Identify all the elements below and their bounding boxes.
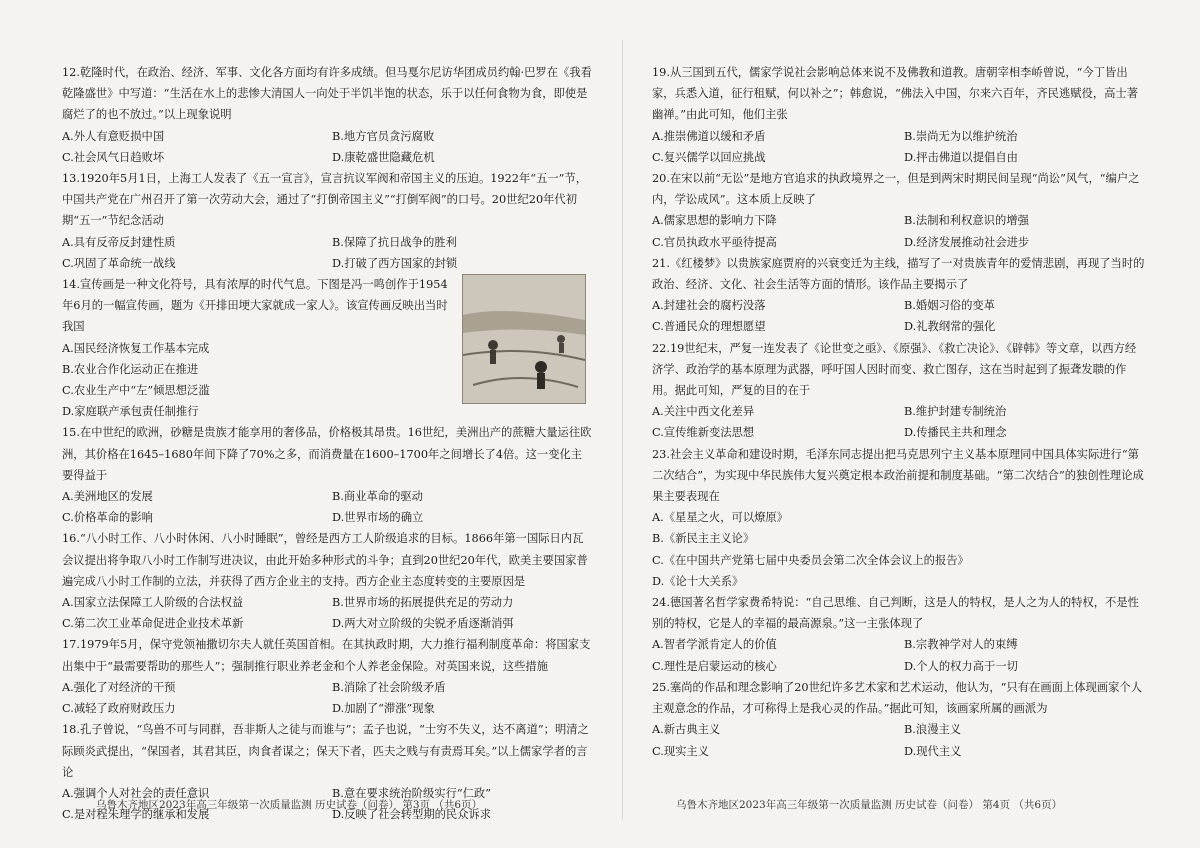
question-20 <box>652 168 1146 253</box>
question-12 <box>62 62 592 168</box>
option-b: B.保障了抗日战争的胜利 <box>332 235 457 249</box>
option-d: D.经济发展推动社会进步 <box>904 235 1030 249</box>
option-a: A.智者学派肯定人的价值 <box>652 638 777 652</box>
option-c: C.普通民众的理想愿望 <box>652 320 766 334</box>
option-b: B.世界市场的拓展提供充足的劳动力 <box>332 596 514 610</box>
question-stem: 24.德国著名哲学家费希特说：“自己思维、自己判断，这是人的特权，是人之为人的特权，不是性别的特权，它是人的幸福的最高源泉。”这一主张体现了 <box>652 596 1139 631</box>
option-a: A.关注中西文化差异 <box>652 405 755 419</box>
option-d: D.传播民主共和理念 <box>904 426 1007 440</box>
option-c: C.现实主义 <box>652 744 710 758</box>
option-a: A.国家立法保障工人阶级的合法权益 <box>62 596 244 610</box>
option-b: B.法制和利权意识的增强 <box>904 214 1029 228</box>
question-stem: 19.从三国到五代，儒家学说社会影响总体来说不及佛教和道教。唐朝宰相李峤曾说，“今丁皆出家，兵悉入道，征行租赋，何以补之”；韩愈说，“佛法入中国，尔来六百年，齐民逃赋役，高士著幽禅。”由此可知，他们主张 <box>652 66 1139 122</box>
option-c: C.《在中国共产党第七届中央委员会第二次全体会议上的报告》 <box>652 553 969 567</box>
question-stem: 14.宣传画是一种文化符号，具有浓厚的时代气息。下图是冯一鸣创作于1954年6月的一幅宣传画，题为《开排田埂大家就成一家人》。该宣传画反映出当时我国 <box>62 278 448 334</box>
option-c: C.巩固了革命统一战线 <box>62 256 176 270</box>
question-24 <box>652 592 1146 677</box>
option-b: B.农业合作化运动正在推进 <box>62 362 199 376</box>
page-divider <box>622 40 623 820</box>
question-22 <box>652 338 1146 444</box>
question-13 <box>62 168 592 274</box>
option-a: A.《星星之火，可以燎原》 <box>652 511 789 525</box>
question-17 <box>62 634 592 719</box>
option-a: A.外人有意贬损中国 <box>62 129 165 143</box>
option-a: A.具有反帝反封建性质 <box>62 235 176 249</box>
option-c: C.官员执政水平亟待提高 <box>652 235 777 249</box>
option-c: C.社会风气日趋败坏 <box>62 150 165 164</box>
page-footer-left: 乌鲁木齐地区2023年高三年级第一次质量监测 历史试卷（问卷） 第3页 （共6页） <box>96 799 483 811</box>
option-a: A.新古典主义 <box>652 723 721 737</box>
option-d: D.世界市场的确立 <box>332 511 424 525</box>
option-d: D.打破了西方国家的封锁 <box>332 256 458 270</box>
option-b: B.崇尚无为以维护统治 <box>904 129 1018 143</box>
question-stem: 18.孔子曾说，“鸟兽不可与同群，吾非斯人之徒与而谁与”；孟子也说，“士穷不失义，达不离道”；明清之际顾炎武提出，“保国者，其君其臣，肉食者谋之；保天下者，匹夫之贱与有责焉耳矣。”以上儒家学者的言论 <box>62 723 589 779</box>
option-a: A.儒家思想的影响力下降 <box>652 214 777 228</box>
option-d: D.加剧了“滞涨”现象 <box>332 702 435 716</box>
page-3 <box>62 62 592 825</box>
question-stem: 23.社会主义革命和建设时期，毛泽东同志提出把马克思列宁主义基本原理同中国具体实际进行“第二次结合”，为实现中华民族伟大复兴奠定根本政治前提和制度基础。“第二次结合”的独创性理论成果主要表现在 <box>652 447 1144 504</box>
option-b: B.宗教神学对人的束缚 <box>904 638 1018 652</box>
option-c: C.是对程朱理学的继承和发展 <box>62 808 210 822</box>
question-stem: 20.在宋以前“无讼”是地方官追求的执政境界之一，但是到两宋时期民间呈现“尚讼”风气，“编户之内，学讼成风”。这本质上反映了 <box>652 172 1140 207</box>
page-4 <box>652 62 1146 762</box>
option-d: D.礼教纲常的强化 <box>904 320 996 334</box>
option-c: C.农业生产中“左”倾思想泛滥 <box>62 384 210 398</box>
option-c: C.第二次工业革命促进企业技术革新 <box>62 617 244 631</box>
option-a: A.推崇佛道以缓和矛盾 <box>652 129 766 143</box>
option-b: B.《新民主主义论》 <box>652 532 755 546</box>
option-a: A.封建社会的腐朽没落 <box>652 299 766 313</box>
question-16 <box>62 528 592 634</box>
option-d: D.家庭联产承包责任制推行 <box>62 405 199 419</box>
question-25 <box>652 677 1146 762</box>
question-stem: 13.1920年5月1日，上海工人发表了《五一宣言》，宣言抗议军阀和帝国主义的压迫。1922年“五一”节，中国共产党在广州召开了第一次劳动大会，通过了“打倒帝国主义”“打倒军阀”的口号。20世纪20年代初期“五一”节纪念活动 <box>62 172 588 228</box>
option-b: B.商业革命的驱动 <box>332 490 423 504</box>
question-15 <box>62 422 592 528</box>
option-d: D.反映了社会转型期的民众诉求 <box>332 808 492 822</box>
option-b: B.消除了社会阶级矛盾 <box>332 680 446 694</box>
question-stem: 21.《红楼梦》以贵族家庭贾府的兴衰变迁为主线，描写了一对贵族青年的爱情悲剧，再现了当时的政治、经济、文化、社会生活等方面的情形。该作品主要揭示了 <box>652 256 1145 292</box>
option-b: B.维护封建专制统治 <box>904 405 1007 419</box>
option-a: A.强调个人对社会的责任意识 <box>62 786 210 800</box>
option-b: B.浪漫主义 <box>904 723 962 737</box>
question-stem: 16.“八小时工作、八小时休闲、八小时睡眠”，曾经是西方工人阶级追求的目标。1866年第一国际日内瓦会议提出将争取八小时工作制写进决议，由此开始多种形式的斗争；直到20世纪20年代，欧美主要国家普遍完成八小时工作制的立法，并获得了西方企业主的支持。西方企业主态度转变的主要原因是 <box>62 532 588 588</box>
option-a: A.强化了对经济的干预 <box>62 680 176 694</box>
option-d: D.两大对立阶级的尖锐矛盾逐渐消弭 <box>332 617 514 631</box>
option-d: D.个人的权力高于一切 <box>904 659 1018 673</box>
option-d: D.康乾盛世隐藏危机 <box>332 150 435 164</box>
question-14 <box>62 274 592 422</box>
question-stem: 25.塞尚的作品和理念影响了20世纪许多艺术家和艺术运动，他认为，“只有在画面上体现画家个人主观意念的作品，才可称得上是我心灵的作品。”据此可知，该画家所属的画派为 <box>652 680 1142 716</box>
option-c: C.价格革命的影响 <box>62 511 153 525</box>
option-b: B.婚姻习俗的变革 <box>904 299 995 313</box>
option-a: A.美洲地区的发展 <box>62 490 153 504</box>
option-d: D.现代主义 <box>904 744 962 758</box>
question-stem: 22.19世纪末，严复一连发表了《论世变之亟》、《原强》、《救亡决论》、《辟韩》等文章，以西方经济学、政治学的基本原理为武器，呼吁国人因时而变、救亡图存，这在当时起到了振聋发聩的作用。据此可知，严复的目的在于 <box>652 341 1137 398</box>
page-footer-right: 乌鲁木齐地区2023年高三年级第一次质量监测 历史试卷（问卷） 第4页 （共6页） <box>676 799 1063 811</box>
propaganda-poster-image <box>462 274 586 404</box>
option-b: B.地方官员贪污腐败 <box>332 129 435 143</box>
option-a: A.国民经济恢复工作基本完成 <box>62 341 210 355</box>
option-b: B.意在要求统治阶级实行“仁政” <box>332 786 492 800</box>
question-23 <box>652 444 1146 592</box>
question-stem: 17.1979年5月，保守党领袖撒切尔夫人就任英国首相。在其执政时期，大力推行福利制度革命：将国家支出集中于“最需要帮助的那些人”；强制推行职业养老金和个人养老金保险。对英国来说，这些措施 <box>62 638 591 673</box>
option-d: D.《论十大关系》 <box>652 574 744 588</box>
question-stem: 15.在中世纪的欧洲，砂糖是贵族才能享用的奢侈品，价格极其昂贵。16世纪，美洲出产的蔗糖大量运往欧洲，其价格在1645–1680年间下降了70%之多，而消费量在1600–1700年之间增长了4倍。这一变化主要得益于 <box>62 426 592 482</box>
question-stem: 12.乾隆时代，在政治、经济、军事、文化各方面均有许多成绩。但马戛尔尼访华团成员约翰·巴罗在《我看乾隆盛世》中写道：“生活在水上的悲惨大清国人一向处于半饥半饱的状态，乐于以任何食物为食，即使是腐烂了的也不放过。”以上现象说明 <box>62 66 592 122</box>
question-19 <box>652 62 1146 168</box>
option-d: D.抨击佛道以提倡自由 <box>904 150 1018 164</box>
option-c: C.减轻了政府财政压力 <box>62 702 176 716</box>
option-c: C.宣传维新变法思想 <box>652 426 755 440</box>
option-c: C.复兴儒学以回应挑战 <box>652 150 766 164</box>
option-c: C.理性是启蒙运动的核心 <box>652 659 777 673</box>
question-21 <box>652 253 1146 338</box>
